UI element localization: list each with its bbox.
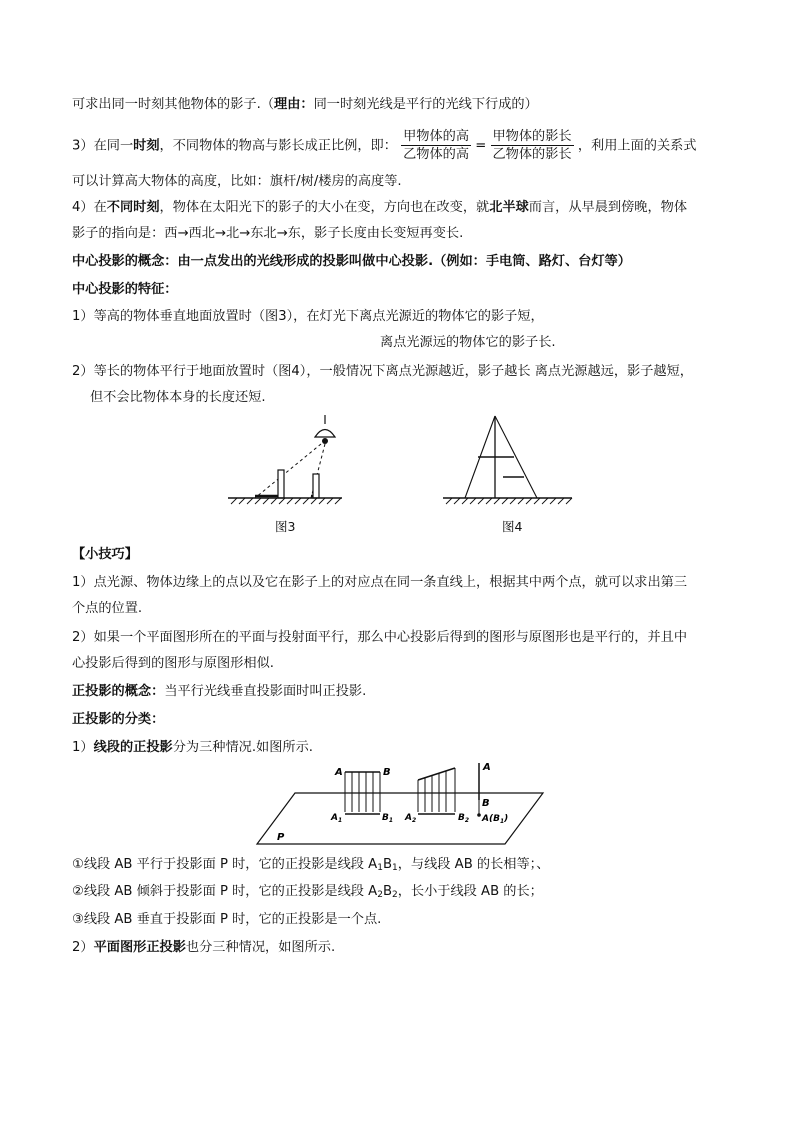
paragraph-segment-projection xyxy=(72,738,313,758)
text-bold: 理由： xyxy=(274,97,314,112)
text: 2） xyxy=(72,940,94,955)
light-ray-1 xyxy=(255,444,321,498)
label-a: A xyxy=(335,767,343,778)
text-bold: 北半球 xyxy=(489,200,529,215)
text: 中心投影 xyxy=(375,254,429,269)
text: .（例如：手电筒、路灯、台灯等） xyxy=(428,254,631,269)
case-perpendicular: ③线段 AB 垂直于投影面 P 时，它的正投影是一个点. xyxy=(72,912,382,927)
text: B xyxy=(382,857,392,872)
text-bold: 不同时刻 xyxy=(106,200,160,215)
text: 而言，从早晨到傍晚，物体 xyxy=(528,200,688,215)
label-b1: $B_1$ xyxy=(382,813,394,824)
subscript: 1 xyxy=(377,863,383,873)
text: ，长小于线段 AB 的长； xyxy=(397,884,543,899)
fraction-numerator: 甲物体的影长 xyxy=(492,129,572,144)
text-bold: 正投影的概念： xyxy=(72,684,165,699)
projection-point xyxy=(477,813,481,817)
text: 由一点发出的光线形成的投影叫做 xyxy=(177,254,376,269)
text: 当平行光线垂直投影面时叫正投影. xyxy=(164,684,367,699)
tip-1-cont: 个点的位置. xyxy=(72,601,143,616)
text: 4）在 xyxy=(72,200,107,215)
fraction-denominator: 乙物体的高 xyxy=(403,147,470,162)
case-oblique xyxy=(72,882,543,905)
text: 中心投影的概念： xyxy=(72,254,178,269)
figure-3 xyxy=(225,412,345,507)
tip-1: 1）点光源、物体边缘上的点以及它在影子上的对应点在同一条直线上，根据其中两个点，就可以求出第三 xyxy=(72,575,688,590)
label-a-vertical: A xyxy=(483,762,491,773)
text: 可求出同一时刻其他物体的影子.（ xyxy=(72,97,275,112)
ground-hatching xyxy=(231,498,341,504)
segment-ab-oblique xyxy=(418,768,455,780)
paragraph-orthographic xyxy=(72,682,366,702)
subscript: 1 xyxy=(392,863,398,873)
text: 也分三种情况，如图所示. xyxy=(185,940,336,955)
paragraph-feature-1: 1）等高的物体垂直地面放置时（图3），在灯光下离点光源近的物体它的影子短， xyxy=(72,309,544,324)
text-bold: 平面图形正投影 xyxy=(93,940,186,955)
subscript: 2 xyxy=(392,890,398,900)
label-b: B xyxy=(383,767,391,778)
label-p: P xyxy=(277,832,285,843)
paragraph-different-times xyxy=(72,198,687,218)
text: ①线段 AB 平行于投影面 P 时，它的正投影是线段 A xyxy=(72,857,378,872)
lamp-shade xyxy=(315,430,335,438)
figure-4 xyxy=(440,412,575,507)
lamp-bulb xyxy=(322,438,328,444)
label-b2: $B_2$ xyxy=(458,813,470,824)
equals-sign: = xyxy=(475,138,487,154)
heading-central-features: 中心投影的特征： xyxy=(72,282,178,297)
fraction-numerator: 甲物体的高 xyxy=(403,129,470,144)
paragraph-feature-1-cont: 离点光源远的物体它的影子长. xyxy=(380,335,556,350)
heading-orthographic-types: 正投影的分类： xyxy=(72,712,165,727)
heading-central-projection xyxy=(72,252,631,272)
fraction-denominator: 乙物体的影长 xyxy=(492,147,572,162)
tip-2: 2）如果一个平面图形所在的平面与投射面平行，那么中心投影后得到的图形与原图形也是平行的，并且中 xyxy=(72,630,688,645)
label-a2: $A_2$ xyxy=(405,813,417,824)
text: ，物体在太阳光下的影子的大小在变，方向也在改变，就 xyxy=(159,200,490,215)
text: 3）在同一 xyxy=(72,138,134,154)
text: 分为三种情况.如图所示. xyxy=(172,740,313,755)
figure-segment-projection xyxy=(255,760,545,850)
paragraph-feature-2-cont: 但不会比物体本身的长度还短. xyxy=(90,390,266,405)
fraction-shadow xyxy=(491,128,574,163)
text: 同一时刻光线是平行的光线下行成的） xyxy=(313,97,538,112)
paragraph-ratio xyxy=(72,128,697,164)
text-bold: 时刻 xyxy=(133,138,160,154)
subscript: 2 xyxy=(377,890,383,900)
paragraph-text: 可以计算高大物体的高度，比如：旗杆/树/楼房的高度等. xyxy=(72,174,402,189)
ground-hatching xyxy=(446,498,572,504)
post-far xyxy=(313,474,319,498)
figure-3-caption: 图3 xyxy=(275,519,296,534)
text: 1） xyxy=(72,740,94,755)
text-bold: 线段的正投影 xyxy=(93,740,173,755)
text: ②线段 AB 倾斜于投影面 P 时，它的正投影是线段 A xyxy=(72,884,378,899)
text: B xyxy=(382,884,392,899)
post-near xyxy=(278,470,284,498)
paragraph-plane-projection xyxy=(72,938,335,958)
figure-4-caption: 图4 xyxy=(502,519,523,534)
paragraph-text: 影子的指向是：西→西北→北→东北→东，影子长度由长变短再变长. xyxy=(72,226,464,241)
label-a1: $A_1$ xyxy=(331,813,343,824)
label-a3b1: $A(B_1)$ xyxy=(482,814,509,825)
text: ，与线段 AB 的长相等；、 xyxy=(397,857,550,872)
paragraph-reason xyxy=(72,95,538,115)
fraction-height xyxy=(401,128,471,163)
text: ，不同物体的物高与影长成正比例，即： xyxy=(159,138,397,154)
case-parallel xyxy=(72,855,549,878)
paragraph-feature-2: 2）等长的物体平行于地面放置时（图4），一般情况下离点光源越近，影子越长 离点光源越远，影子越短， xyxy=(72,364,693,379)
text: ，利用上面的关系式 xyxy=(577,138,697,154)
tip-2-cont: 心投影后得到的图形与原图形相似. xyxy=(72,656,275,671)
label-b-vertical: B xyxy=(482,798,490,809)
tips-heading: 【小技巧】 xyxy=(72,547,138,562)
